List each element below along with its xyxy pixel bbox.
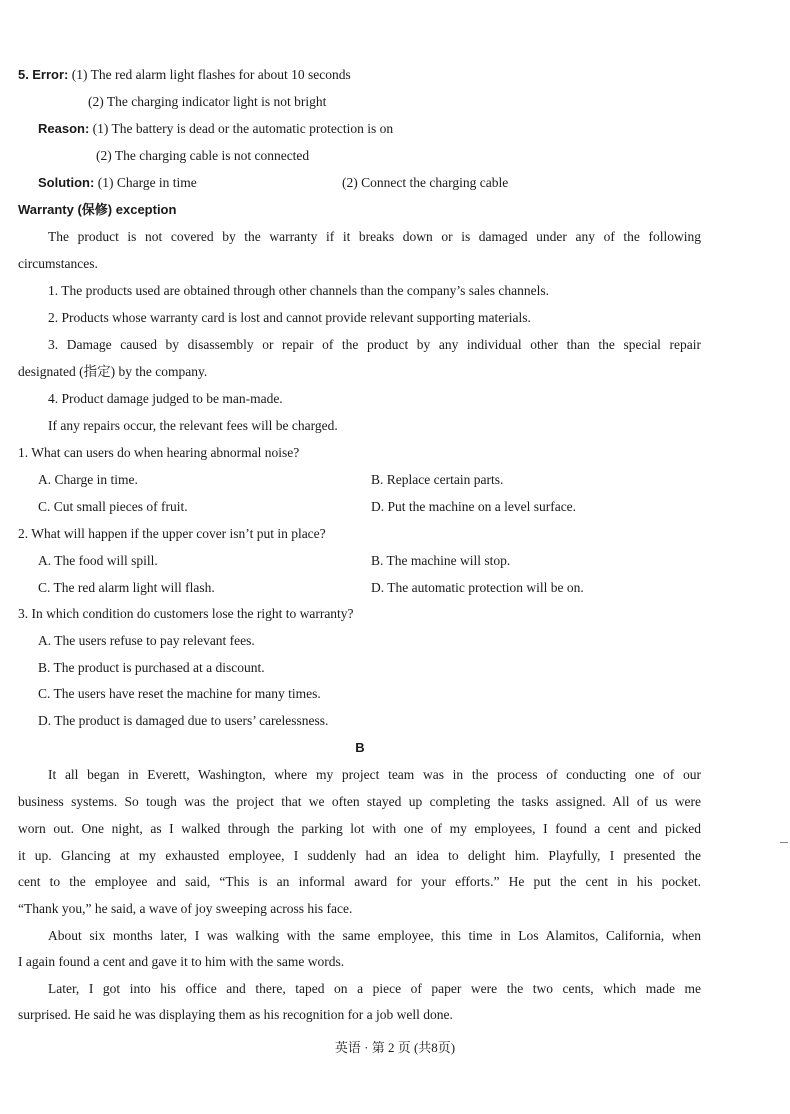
passage-b-p1-line-5: cent to the employee and said, “This is an informal award for your efforts.” He put the cent in his pocket.: [18, 874, 701, 889]
error-label: Error:: [32, 67, 69, 82]
solution-item-2: (2) Connect the charging cable: [342, 175, 509, 190]
warranty-item-1: 1. The products used are obtained through other channels than the company’s sales channels.: [48, 283, 549, 298]
passage-b-p2-line-2: I again found a cent and gave it to him with the same words.: [18, 954, 345, 969]
question-3-option-a: A. The users refuse to pay relevant fees.: [38, 633, 255, 648]
passage-b-p2-line-1: About six months later, I was walking with the same employee, this time in Los Alamitos, California, when: [48, 928, 701, 943]
warranty-heading: Warranty (保修) exception: [18, 202, 177, 217]
error-item-1: (1) The red alarm light flashes for about 10 seconds: [71, 67, 351, 82]
question-2-stem: 2. What will happen if the upper cover isn’t put in place?: [18, 526, 326, 541]
question-2-option-b: B. The machine will stop.: [371, 553, 511, 568]
page-footer: 英语 · 第 2 页 (共8页): [334, 1040, 456, 1055]
passage-b-label: B: [355, 740, 365, 755]
question-2-option-d: D. The automatic protection will be on.: [371, 580, 584, 595]
warranty-item-2: 2. Products whose warranty card is lost and cannot provide relevant supporting materials.: [48, 310, 531, 325]
question-1-option-c: C. Cut small pieces of fruit.: [38, 499, 188, 514]
reason-item-2: (2) The charging cable is not connected: [96, 148, 310, 163]
question-2-option-c: C. The red alarm light will flash.: [38, 580, 215, 595]
question-1-stem: 1. What can users do when hearing abnormal noise?: [18, 445, 300, 460]
reason-item-1: (1) The battery is dead or the automatic protection is on: [92, 121, 394, 136]
reason-row: [38, 120, 393, 138]
question-2-option-a: A. The food will spill.: [38, 553, 158, 568]
passage-b-p1-line-6: “Thank you,” he said, a wave of joy sweeping across his face.: [18, 901, 353, 916]
warranty-intro-line-2: circumstances.: [18, 256, 98, 271]
solution-row: [38, 174, 197, 192]
passage-b-p3-line-2: surprised. He said he was displaying them as his recognition for a job well done.: [18, 1007, 453, 1022]
passage-b-p1-line-3: worn out. One night, as I walked through the parking lot with one of my employees, I found a cent and picked: [18, 821, 701, 836]
question-3-option-b: B. The product is purchased at a discount.: [38, 660, 265, 675]
warranty-intro-line-1: The product is not covered by the warranty if it breaks down or is damaged under any of the following: [48, 229, 701, 244]
warranty-item-4: 4. Product damage judged to be man-made.: [48, 391, 283, 406]
question-1-option-b: B. Replace certain parts.: [371, 472, 504, 487]
passage-b-p1-line-2: business systems. So tough was the project that we often stayed up completing the tasks assigned. All of us were: [18, 794, 701, 809]
warranty-item-3-line-1: 3. Damage caused by disassembly or repair of the product by any individual other than the special repair: [48, 337, 701, 352]
warranty-item-3-line-2: designated (指定) by the company.: [18, 364, 208, 379]
error-item-2: (2) The charging indicator light is not bright: [88, 94, 327, 109]
question-3-option-d: D. The product is damaged due to users’ carelessness.: [38, 713, 329, 728]
solution-item-1: (1) Charge in time: [97, 175, 197, 190]
passage-b-p1-line-4: it up. Glancing at my exhausted employee, I suddenly had an idea to delight him. Playfully, I presented the: [18, 848, 701, 863]
warranty-closing: If any repairs occur, the relevant fees will be charged.: [48, 418, 338, 433]
passage-b-p3-line-1: Later, I got into his office and there, taped on a piece of paper were the two cents, which made me: [48, 981, 701, 996]
item-5-error-row: [18, 66, 351, 84]
question-1-option-d: D. Put the machine on a level surface.: [371, 499, 577, 514]
passage-b-p1-line-1: It all began in Everett, Washington, where my project team was in the process of conducting one of our: [48, 767, 701, 782]
reason-label: Reason:: [38, 121, 90, 136]
margin-mark: [780, 842, 788, 843]
question-1-option-a: A. Charge in time.: [38, 472, 138, 487]
item-number: 5.: [18, 67, 29, 82]
question-3-stem: 3. In which condition do customers lose the right to warranty?: [18, 606, 354, 621]
question-3-option-c: C. The users have reset the machine for many times.: [38, 686, 321, 701]
solution-label: Solution:: [38, 175, 95, 190]
